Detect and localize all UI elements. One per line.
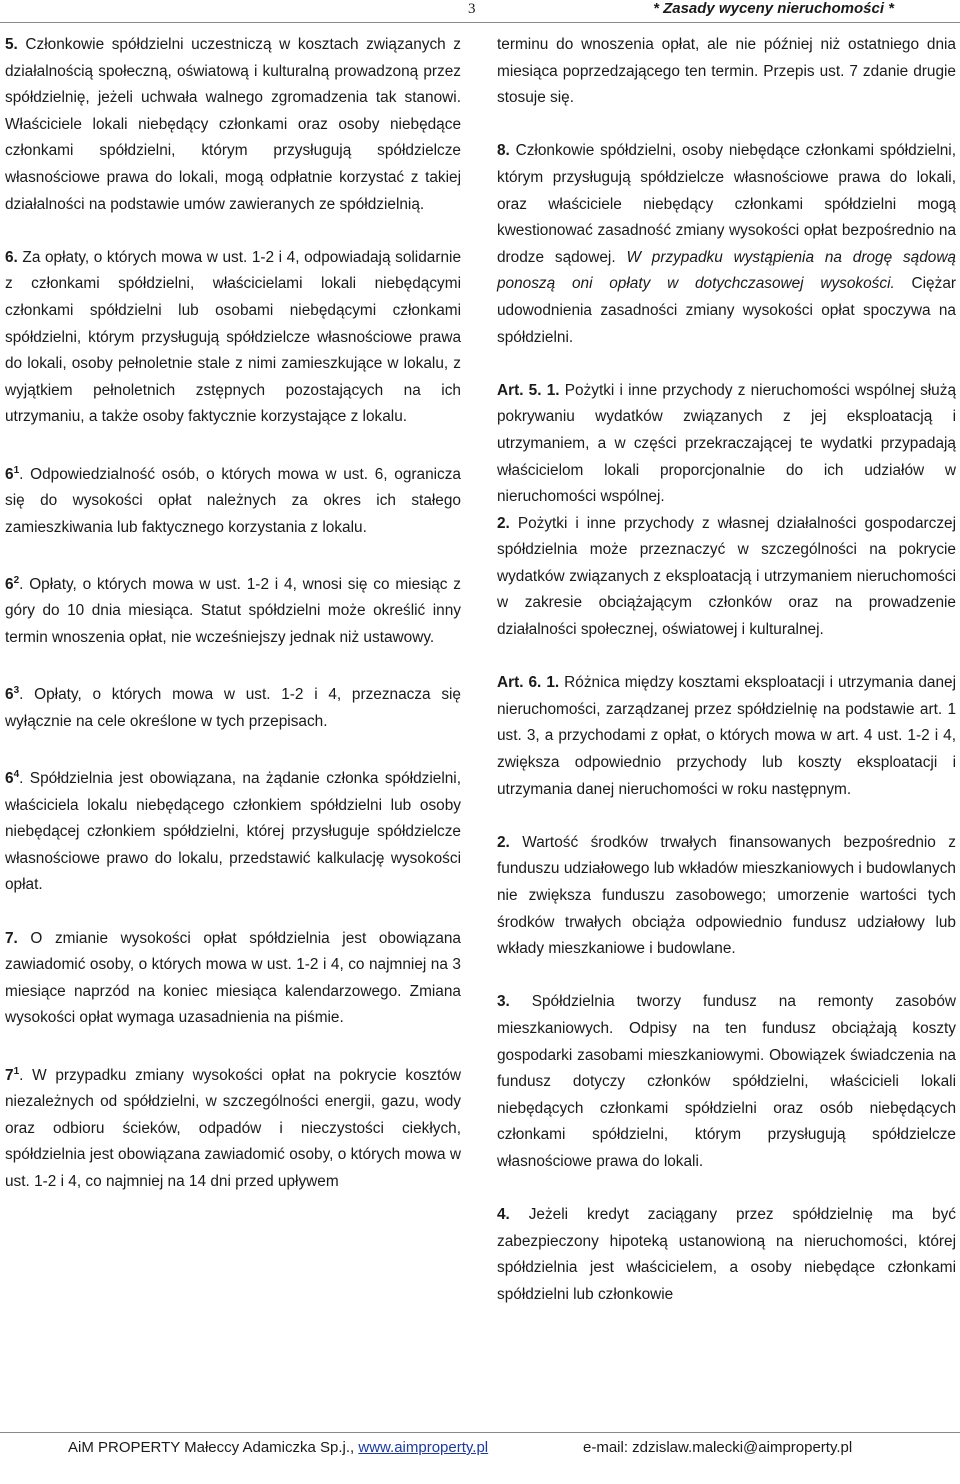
page-header [0,0,960,23]
paragraph-number: 2. [497,514,510,532]
page-number: 3 [468,1,476,17]
paragraph-5 [5,32,461,218]
paragraph-number: 8. [497,142,510,160]
paragraph-7 [5,926,461,1032]
paragraph-text: Jeżeli kredyt zaciągany przez spółdzielnię ma być zabezpieczony hipoteką ustanowioną na nieruchomości, której spółdzielnia jest właścicielem, a osoby niebędące członkami spółdzielni lub członkowie [497,1206,956,1303]
paragraph-number: 4. [497,1206,510,1224]
footer-email[interactable]: e-mail: zdzislaw.malecki@aimproperty.pl [583,1439,853,1456]
paragraph-text: Różnica między kosztami eksploatacji i utrzymania danej nieruchomości, zarządzanej przez spółdzielnię na podstawie art. 1 ust. 3, a przychodami z opłat, o których mowa w art. 4 ust. 1-2 i 4, zwiększa odpowiednio przychody lub koszty eksploatacji i utrzymania danej nieruchomości w roku następnym. [497,674,956,798]
paragraph-number: 6 [5,575,14,593]
paragraph-superscript: 1 [13,1065,20,1077]
paragraph-text: . Opłaty, o których mowa w ust. 1-2 i 4, przeznacza się wyłącznie na cele określone w tych przepisach. [5,686,461,730]
paragraph-italic-text: W przypadku wystąpienia na drogę sądową ponoszą oni opłaty w dotychczasowej wysokości. [497,248,956,293]
paragraph-text: Pożytki i inne przychody z własnej działalności gospodarczej spółdzielnia może przeznaczyć w szczególności na pokrycie wydatków związanych z eksploatacją i utrzymaniem nieruchomości w zakresie obciążającym członków oraz na prowadzenie działalności społecznej, oświatowej i kulturalnej. [497,514,956,639]
article-6-paragraph-4 [497,1202,956,1308]
paragraph-number: 6 [5,465,14,483]
paragraph-6-2 [5,568,461,652]
article-6-paragraph-1 [497,670,956,803]
paragraph-number: 6 [5,686,14,704]
article-6-paragraph-2 [497,830,956,963]
paragraph-6 [5,245,461,431]
article-number: Art. 5. 1. [497,381,560,399]
paragraph-6-4 [5,762,461,899]
paragraph-6-3 [5,678,461,735]
right-column [497,32,956,1309]
paragraph-number: 3. [497,993,510,1011]
paragraph-text: Wartość środków trwałych finansowanych bezpośrednio z funduszu udziałowego lub wkładów mieszkaniowych i budowlanych nie zwiększa funduszu zasobowego; umorzenie wartości tych środków trwałych obciąża odpowiednio fundusz udziałowy lub wkłady mieszkaniowe i budowlane. [497,833,956,958]
website-link[interactable]: www.aimproperty.pl [358,1439,489,1456]
paragraph-number: 6 [5,770,14,788]
paragraph-number: 5. [5,36,18,53]
paragraph-number: 2. [497,833,510,851]
paragraph-superscript: 1 [13,464,20,476]
paragraph-superscript: 3 [13,685,20,697]
paragraph-8 [497,138,956,351]
document-title: * Zasady wyceny nieruchomości * [653,0,894,17]
paragraph-superscript: 2 [13,574,20,586]
paragraph-text: Za opłaty, o których mowa w ust. 1-2 i 4, odpowiadają solidarnie z członkami spółdzielni, właścicielami lokali niebędącymi członkami spółdzielni lub osobami niebędącymi członkami spółdzielni, którym przysługują spółdzielcze własnościowe prawa do lokali, osoby pełnoletnie stale z nimi zamieszkujące w lokalu, z wyjątkiem pełnoletnich zstępnych pozostających na ich utrzymaniu, a także osoby faktycznie korzystające z lokalu. [5,248,461,426]
article-5-paragraph-1 [497,378,956,511]
paragraph-superscript: 4 [13,769,20,781]
paragraph-text: Pożytki i inne przychody z nieruchomości wspólnej służą pokrywaniu wydatków związanych z jej eksploatacją i utrzymaniem, a w części przekraczającej te wydatki przypadają właścicielom lokali proporcjonalnie do ich udziałów w nieruchomości wspólnej. [497,381,956,506]
paragraph-text: terminu do wnoszenia opłat, ale nie później niż ostatniego dnia miesiąca poprzedzającego ten termin. Przepis ust. 7 zdanie drugie stosuje się. [497,36,956,107]
left-column [5,32,461,1196]
paragraph-7-1 [5,1059,461,1196]
paragraph-text: . Spółdzielnia jest obowiązana, na żądanie członka spółdzielni, właściciela lokalu niebędącego członkiem spółdzielni lub osoby niebędącej członkiem spółdzielni, której przysługuje spółdzielcze własnościowe prawo do lokalu, przedstawić kalkulację wysokości opłat. [5,770,461,894]
paragraph-text: . Odpowiedzialność osób, o których mowa w ust. 6, ogranicza się do wysokości opłat należnych za okres ich stałego zamieszkiwania lub faktycznego korzystania z lokalu. [5,465,461,536]
paragraph-number: 6. [5,248,18,266]
paragraph-number: 7. [5,929,18,947]
paragraph-text: Członkowie spółdzielni, osoby niebędące członkami spółdzielni, którym przysługują spółdzielcze własnościowe prawa do lokali, oraz właściciele niebędący członkami spółdzielni mogą kwestionować zasadność zmiany wysokości opłat bezpośrednio na drodze sądowej. [497,142,956,266]
article-number: Art. 6. 1. [497,674,560,692]
paragraph-number: 7 [5,1066,14,1084]
paragraph-text: Spółdzielnia tworzy fundusz na remonty zasobów mieszkaniowych. Odpisy na ten fundusz obciążają koszty gospodarki zasobami mieszkaniowymi. Obowiązek świadczenia na fundusz dotyczy członków spółdzielni, właścicieli lokali niebędących członkami spółdzielni oraz osób niebędących członkami spółdzielni, którym przysługują spółdzielcze własnościowe prawa do lokali. [497,993,956,1170]
paragraph-continuation [497,32,956,112]
page-footer [0,1432,960,1484]
paragraph-text-tail: Ciężar udowodnienia zasadności zmiany wysokości opłat spoczywa na spółdzielni. [497,275,956,346]
paragraph-text: Członkowie spółdzielni uczestniczą w kosztach związanych z działalnością społeczną, oświatową i kulturalną prowadzoną przez spółdzielnię, jeżeli uchwała walnego zgromadzenia tak stanowi. Właściciele lokali niebędący członkami oraz osoby niebędące członkami spółdzielni, którym przysługują spółdzielcze własnościowe prawa do lokali, mogą odpłatnie korzystać z takiej działalności na podstawie umów zawieranych ze spółdzielnią. [5,36,461,213]
paragraph-text: . Opłaty, o których mowa w ust. 1-2 i 4, wnosi się co miesiąc z góry do 10 dnia miesiąca. Statut spółdzielni może określić inny termin wnoszenia opłat, nie wcześniejszy jednak niż ustawowy. [5,575,461,647]
paragraph-text: O zmianie wysokości opłat spółdzielnia jest obowiązana zawiadomić osoby, o których mowa w ust. 1-2 i 4, co najmniej na 3 miesiące naprzód na koniec miesiąca kalendarzowego. Zmiana wysokości opłat wymaga uzasadnienia na piśmie. [5,929,461,1027]
article-5-paragraph-2 [497,511,956,644]
paragraph-6-1 [5,458,461,542]
article-6-paragraph-3 [497,989,956,1175]
company-name: AiM PROPERTY Małeccy Adamiczka Sp.j., [68,1439,359,1456]
footer-company [68,1439,488,1456]
paragraph-text: . W przypadku zmiany wysokości opłat na pokrycie kosztów niezależnych od spółdzielni, w szczególności energii, gazu, wody oraz odbioru ścieków, odpadów i nieczystości ciekłych, spółdzielnia jest obowiązana zawiadomić osoby, o których mowa w ust. 1-2 i 4, co najmniej na 14 dni przed upływem [5,1066,461,1190]
